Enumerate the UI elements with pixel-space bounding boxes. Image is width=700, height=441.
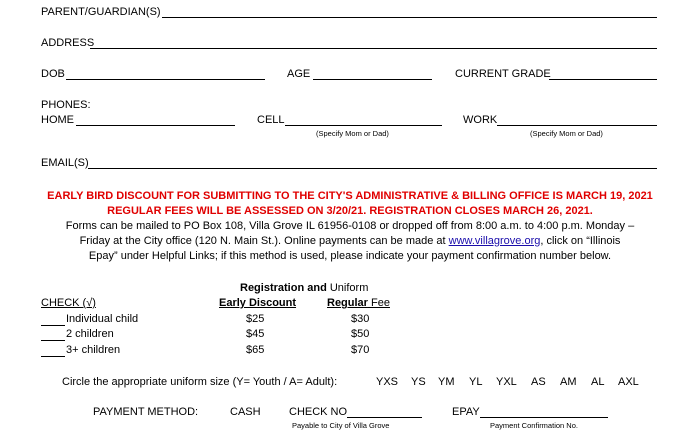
size-option-axl[interactable]: AXL — [618, 376, 639, 388]
current-grade-label: CURRENT GRADE — [455, 68, 551, 80]
payment-instructions-pre: Friday at the City office (120 N. Main St.). Online payments can be made at — [79, 235, 449, 247]
size-option-al[interactable]: AL — [591, 376, 605, 388]
regular-fee-header-bold: Regular — [327, 297, 368, 309]
row-checkbox-line[interactable] — [41, 340, 65, 341]
work-phone-note: (Specify Mom or Dad) — [530, 129, 603, 138]
early-bird-notice: EARLY BIRD DISCOUNT FOR SUBMITTING TO THE CITY'S ADMINISTRATIVE & BILLING OFFICE IS MARCH 19, 2021 — [47, 190, 653, 202]
payment-check-label: CHECK NO — [289, 406, 348, 418]
address-label: ADDRESS — [41, 37, 95, 49]
payment-epay-label: EPAY — [452, 406, 480, 418]
villagrove-link[interactable]: www.villagrove.org — [448, 235, 541, 247]
fee-row-label: 3+ children — [66, 344, 121, 356]
check-payable-note: Payable to City of Villa Grove — [292, 421, 390, 430]
payment-cash-option[interactable]: CASH — [230, 406, 261, 418]
fee-row-regular: $70 — [351, 344, 370, 356]
epay-confirmation-field[interactable] — [480, 417, 608, 418]
fees-title-bold: Registration and — [240, 282, 327, 294]
payment-method-label: PAYMENT METHOD: — [93, 406, 199, 418]
uniform-size-prompt: Circle the appropriate uniform size (Y= Youth / A= Adult): — [62, 376, 338, 388]
payment-instructions-post: , click on “Illinois — [540, 235, 621, 247]
size-option-yl[interactable]: YL — [469, 376, 483, 388]
size-option-ys[interactable]: YS — [411, 376, 426, 388]
mail-instructions: Forms can be mailed to PO Box 108, Villa Grove IL 61956-0108 or dropped off from 8:00 a.m. to 4:00 p.m. Monday – — [65, 220, 635, 232]
address-field[interactable] — [90, 48, 657, 49]
size-option-ym[interactable]: YM — [438, 376, 455, 388]
payment-instructions — [0, 235, 700, 247]
fee-row-early: $65 — [246, 344, 265, 356]
parent-guardian-label: PARENT/GUARDIAN(S) — [41, 6, 161, 18]
regular-fee-header — [327, 297, 390, 309]
cell-phone-field[interactable] — [285, 125, 442, 126]
regular-fee-header-rest: Fee — [367, 297, 390, 309]
fee-row-early: $45 — [246, 328, 265, 340]
fee-row-label: 2 children — [66, 328, 114, 340]
fee-row-label: Individual child — [66, 313, 139, 325]
fee-row-regular: $50 — [351, 328, 370, 340]
fee-row-early: $25 — [246, 313, 265, 325]
work-phone-label: WORK — [463, 114, 498, 126]
phones-label: PHONES: — [41, 99, 91, 111]
regular-fee-notice: REGULAR FEES WILL BE ASSESSED ON 3/20/21. REGISTRATION CLOSES MARCH 26, 2021. — [107, 205, 593, 217]
age-field[interactable] — [313, 79, 432, 80]
fees-title — [240, 282, 368, 294]
cell-phone-note: (Specify Mom or Dad) — [316, 129, 389, 138]
fee-row-regular: $30 — [351, 313, 370, 325]
size-option-am[interactable]: AM — [560, 376, 577, 388]
row-checkbox-line[interactable] — [41, 356, 65, 357]
current-grade-field[interactable] — [549, 79, 657, 80]
parent-guardian-field[interactable] — [162, 17, 657, 18]
dob-field[interactable] — [66, 79, 265, 80]
work-phone-field[interactable] — [497, 125, 657, 126]
home-phone-field[interactable] — [76, 125, 235, 126]
fees-title-rest: Uniform — [326, 282, 369, 294]
email-label: EMAIL(S) — [41, 157, 89, 169]
row-checkbox-line[interactable] — [41, 325, 65, 326]
home-phone-label: HOME — [41, 114, 74, 126]
size-option-as[interactable]: AS — [531, 376, 546, 388]
email-field[interactable] — [88, 168, 657, 169]
check-number-field[interactable] — [347, 417, 422, 418]
cell-phone-label: CELL — [257, 114, 285, 126]
size-option-yxl[interactable]: YXL — [496, 376, 517, 388]
check-header: CHECK (√) — [41, 297, 96, 309]
early-discount-header: Early Discount — [219, 297, 297, 309]
epay-instructions: Epay” under Helpful Links; if this method is used, please indicate your payment confirmation number below. — [88, 250, 612, 262]
epay-confirmation-note: Payment Confirmation No. — [490, 421, 578, 430]
dob-label: DOB — [41, 68, 65, 80]
size-option-yxs[interactable]: YXS — [376, 376, 399, 388]
age-label: AGE — [287, 68, 311, 80]
